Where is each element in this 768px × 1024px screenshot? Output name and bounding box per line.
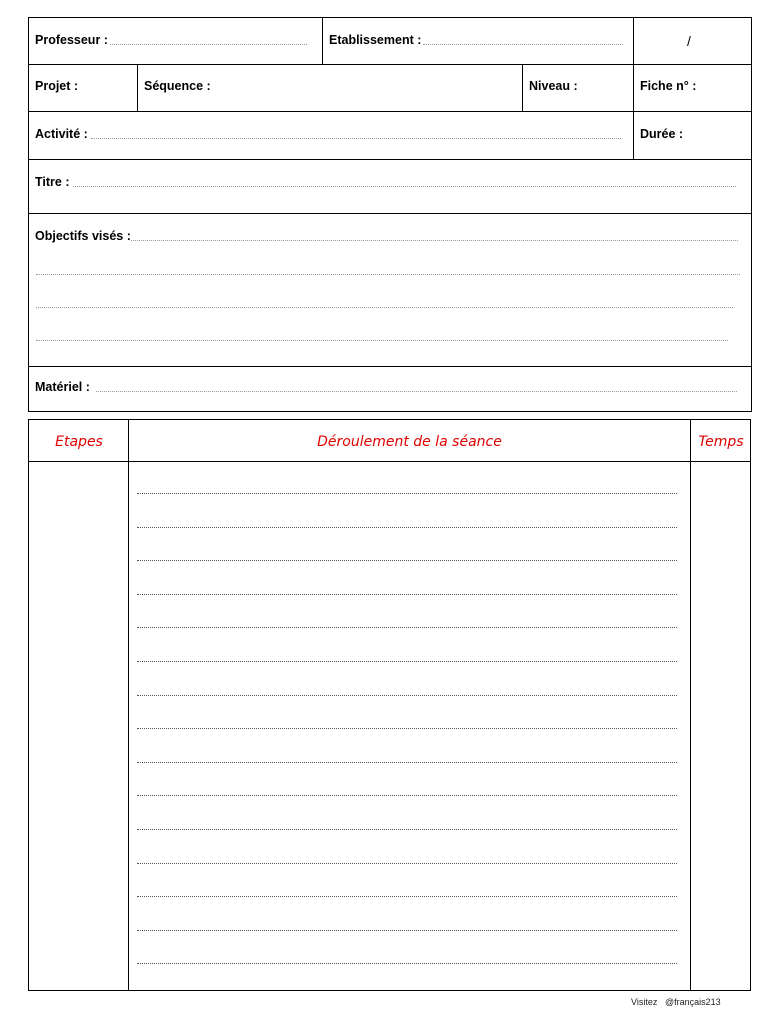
column-header-temps: Temps [698, 434, 744, 450]
footer-handle[interactable]: @français213 [665, 997, 721, 1007]
materiel-field[interactable] [96, 391, 737, 392]
activite-label: Activité : [35, 127, 88, 141]
objectifs-field-line-2[interactable] [36, 274, 740, 275]
deroulement-line[interactable] [137, 493, 677, 494]
deroulement-line[interactable] [137, 863, 677, 864]
deroulement-line[interactable] [137, 930, 677, 931]
titre-label: Titre : [35, 175, 70, 189]
titre-field[interactable] [73, 186, 736, 187]
footer-visitez: Visitez [631, 997, 658, 1007]
deroulement-line[interactable] [137, 661, 677, 662]
deroulement-line[interactable] [137, 695, 677, 696]
fiche-label: Fiche n° : [640, 79, 697, 93]
objectifs-field-line-3[interactable] [36, 307, 733, 308]
deroulement-line[interactable] [137, 627, 677, 628]
column-header-deroulement: Déroulement de la séance [317, 434, 502, 450]
column-header-etapes: Etapes [55, 434, 103, 450]
etablissement-field[interactable] [423, 44, 623, 45]
niveau-label: Niveau : [529, 79, 578, 93]
deroulement-line[interactable] [137, 963, 677, 964]
sequence-label: Séquence : [144, 79, 211, 93]
deroulement-line[interactable] [137, 829, 677, 830]
professeur-field[interactable] [110, 44, 307, 45]
duree-label: Durée : [640, 127, 684, 141]
deroulement-line[interactable] [137, 728, 677, 729]
objectifs-field-line-1[interactable] [131, 240, 738, 241]
objectifs-label: Objectifs visés : [35, 229, 131, 243]
deroulement-line[interactable] [137, 560, 677, 561]
deroulement-line[interactable] [137, 896, 677, 897]
date-slash: / [687, 33, 691, 49]
activite-field[interactable] [91, 138, 621, 139]
deroulement-line[interactable] [137, 527, 677, 528]
etablissement-label: Etablissement : [329, 33, 422, 47]
professeur-label: Professeur : [35, 33, 108, 47]
deroulement-line[interactable] [137, 594, 677, 595]
deroulement-line[interactable] [137, 795, 677, 796]
deroulement-line[interactable] [137, 762, 677, 763]
objectifs-field-line-4[interactable] [36, 340, 728, 341]
projet-label: Projet : [35, 79, 79, 93]
materiel-label: Matériel : [35, 380, 90, 394]
